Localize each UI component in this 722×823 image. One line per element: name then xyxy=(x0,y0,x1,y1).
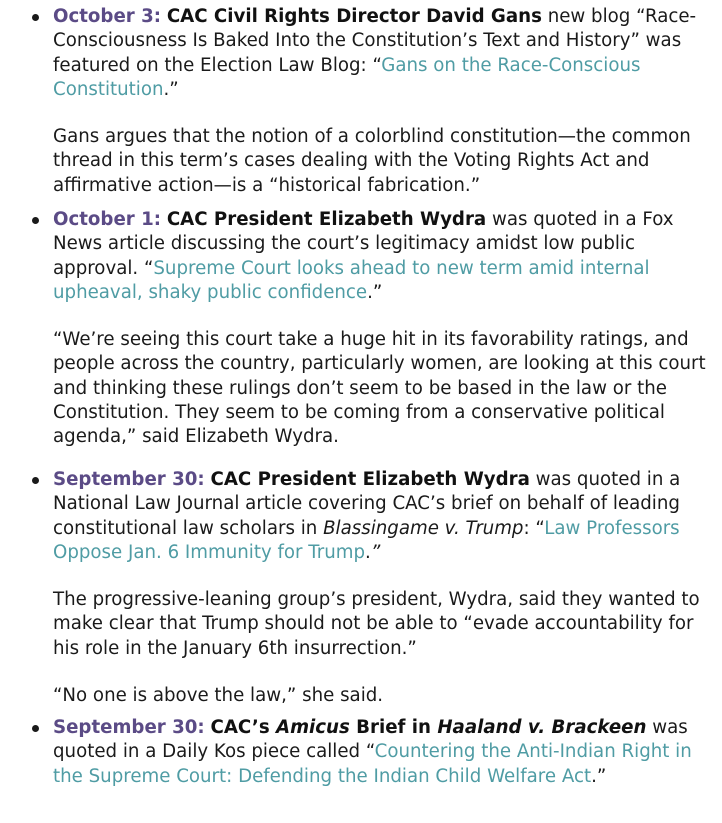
news-text-end: .” xyxy=(591,765,607,787)
news-item-summary xyxy=(53,5,717,102)
news-text-end: .” xyxy=(367,281,383,303)
subject-part: Brief in xyxy=(349,717,438,738)
case-name: Blassingame v. Trump xyxy=(323,517,524,539)
article-link[interactable]: Countering the Anti-Indian Right in the Supreme Court: Defending the Indian Child Welfare Act xyxy=(53,741,692,787)
news-quote: “We’re seeing this court take a huge hit in its favorability ratings, and people across the country, particularly women, are looking at this court and thinking these rulings don’t seem to be based in the law or the Constitution. They seem to be coming from a conservative political agenda,” said Elizabeth Wydra. xyxy=(53,329,706,448)
news-quote: “No one is above the law,” she said. xyxy=(53,685,384,707)
news-item xyxy=(53,208,717,450)
article-link[interactable]: Gans on the Race-Conscious Constitution xyxy=(53,54,641,100)
news-date: October 3: xyxy=(53,6,162,27)
subject-part: CAC’s xyxy=(210,717,276,738)
news-date: October 1: xyxy=(53,209,162,230)
news-subject: CAC President Elizabeth Wydra xyxy=(210,469,530,490)
news-item xyxy=(53,5,717,198)
article-link[interactable]: Law Professors Oppose Jan. 6 Immunity for Trump xyxy=(53,517,680,563)
news-item xyxy=(53,716,717,789)
subject-amicus: Amicus xyxy=(276,717,350,738)
news-subject xyxy=(210,717,646,738)
news-text: was quoted in a National Law Journal article covering CAC’s brief on behalf of leading constitutional law scholars in xyxy=(53,469,681,539)
news-text-end: . xyxy=(365,541,371,563)
case-name: Haaland v. Brackeen xyxy=(437,717,647,738)
news-quote: The progressive-leaning group’s president, Wydra, said they wanted to make clear that Trump should not be able to “evade accountability for his role in the January 6th insurrection.” xyxy=(53,589,700,659)
news-item-summary xyxy=(53,716,717,789)
news-text: new blog “Race-Consciousness Is Baked Into the Constitution’s Text and History” was featured on the Election Law Blog: “ xyxy=(53,6,697,76)
news-subject: CAC President Elizabeth Wydra xyxy=(166,209,487,230)
news-item-summary xyxy=(53,208,717,305)
news-text: was quoted in a Daily Kos piece called “ xyxy=(53,717,688,763)
news-item xyxy=(53,468,717,708)
news-text: was quoted in a Fox News article discussing the court’s legitimacy amidst low public approval. “ xyxy=(53,209,674,279)
news-quote: Gans argues that the notion of a colorblind constitution—the common thread in this term’s cases dealing with the Voting Rights Act and affirmative action—is a “historical fabrication.” xyxy=(53,126,691,196)
news-text-end: .” xyxy=(163,78,179,100)
article-link[interactable]: Supreme Court looks ahead to new term amid internal upheaval, shaky public confidence xyxy=(53,257,650,303)
news-text-colon: : “ xyxy=(523,517,545,539)
news-subject: CAC Civil Rights Director David Gans xyxy=(166,6,542,27)
news-date: September 30: xyxy=(53,717,205,738)
news-text-end-quote: ” xyxy=(370,541,381,563)
news-date: September 30: xyxy=(53,469,205,490)
news-item-summary xyxy=(53,468,717,565)
